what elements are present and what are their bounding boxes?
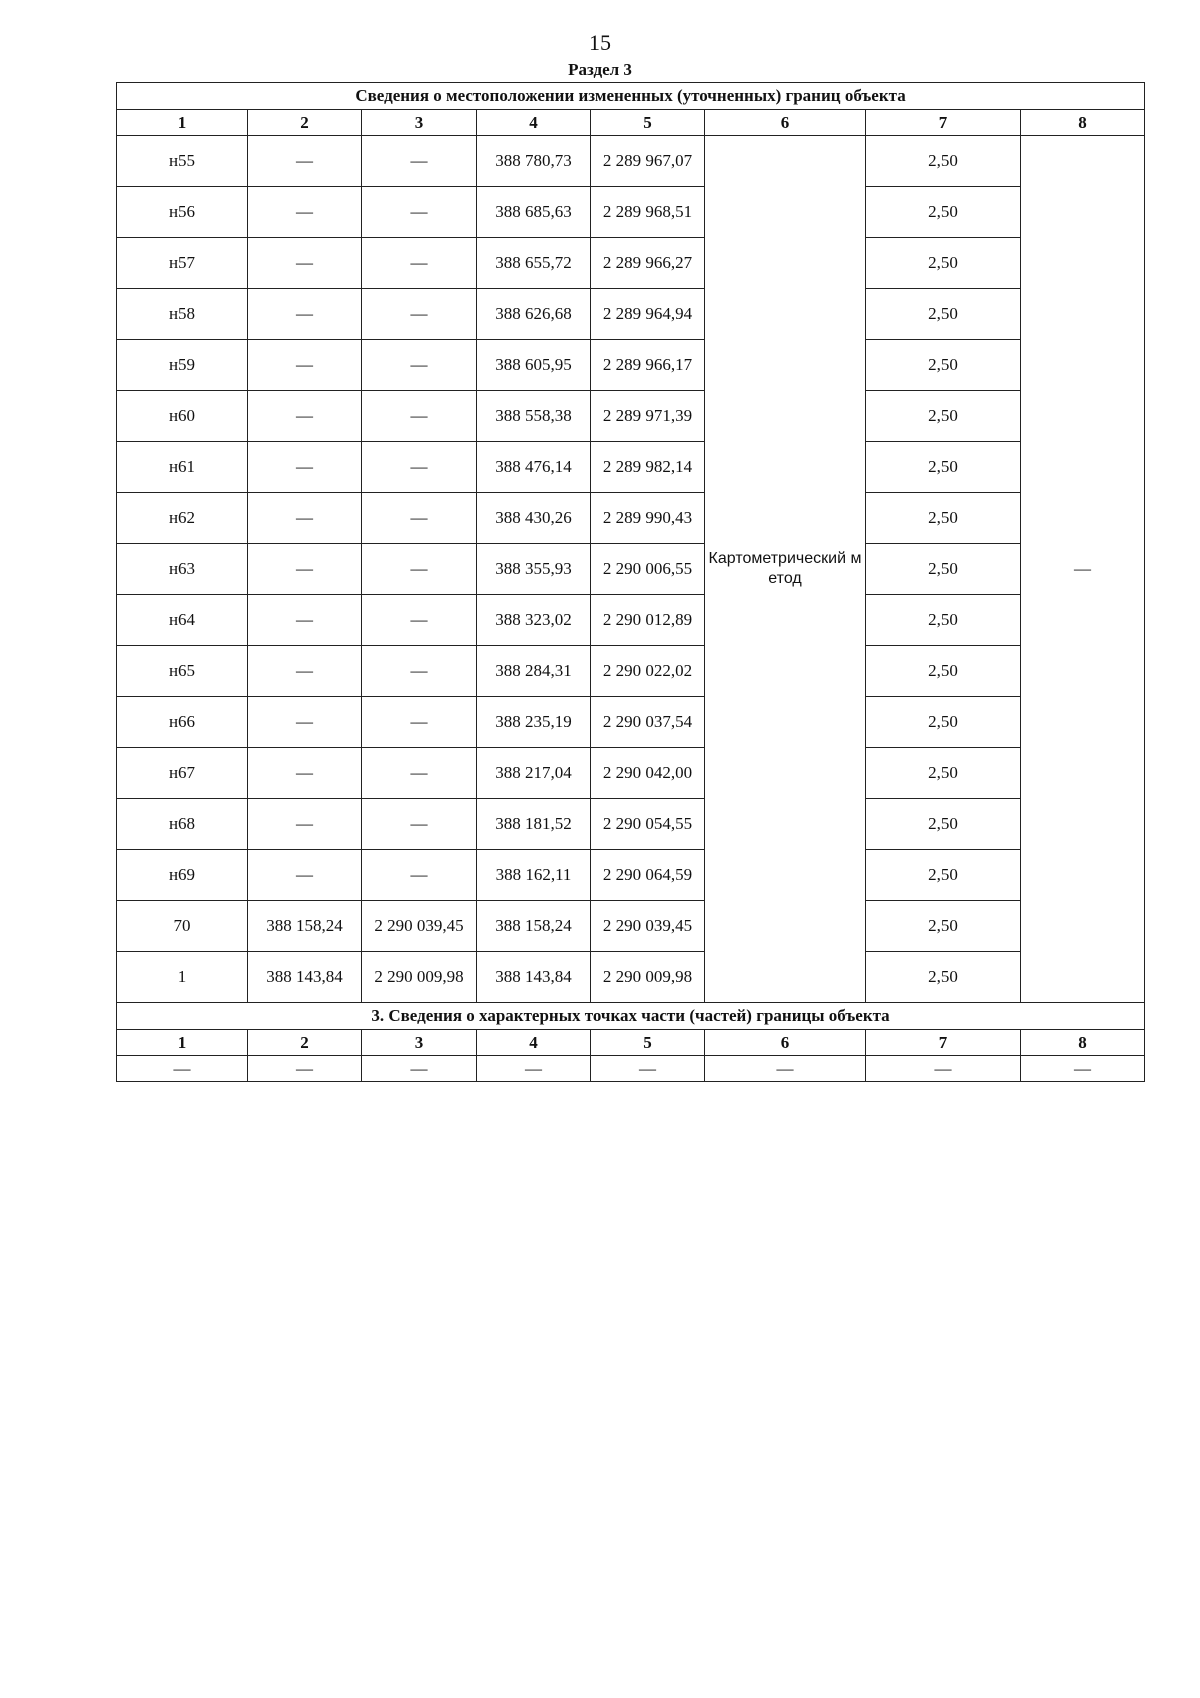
table-row bbox=[117, 952, 1145, 1003]
x-old-cell: — bbox=[248, 340, 362, 391]
empty-cell: — bbox=[248, 1056, 362, 1082]
y-new-cell: 2 290 022,02 bbox=[591, 646, 705, 697]
x-new-cell: 388 430,26 bbox=[477, 493, 591, 544]
table-row bbox=[117, 595, 1145, 646]
x-old-cell: — bbox=[248, 187, 362, 238]
x-new-cell: 388 143,84 bbox=[477, 952, 591, 1003]
table-row bbox=[117, 901, 1145, 952]
x-old-cell: — bbox=[248, 289, 362, 340]
empty-cell: — bbox=[1021, 1056, 1145, 1082]
table-row bbox=[117, 799, 1145, 850]
empty-cell: — bbox=[866, 1056, 1021, 1082]
y-new-cell: 2 289 968,51 bbox=[591, 187, 705, 238]
y-old-cell: — bbox=[362, 340, 477, 391]
y-old-cell: — bbox=[362, 238, 477, 289]
parts-section-header-row bbox=[117, 1030, 1145, 1056]
x-old-cell: — bbox=[248, 391, 362, 442]
column-header: 3 bbox=[362, 1030, 477, 1056]
y-old-cell: — bbox=[362, 289, 477, 340]
accuracy-cell: 2,50 bbox=[866, 442, 1021, 493]
y-old-cell: — bbox=[362, 544, 477, 595]
accuracy-cell: 2,50 bbox=[866, 901, 1021, 952]
table-row bbox=[117, 187, 1145, 238]
y-new-cell: 2 290 039,45 bbox=[591, 901, 705, 952]
empty-cell: — bbox=[362, 1056, 477, 1082]
x-old-cell: — bbox=[248, 595, 362, 646]
accuracy-cell: 2,50 bbox=[866, 391, 1021, 442]
x-old-cell: — bbox=[248, 136, 362, 187]
column-header: 4 bbox=[477, 110, 591, 136]
x-new-cell: 388 558,38 bbox=[477, 391, 591, 442]
point-name-cell: 1 bbox=[117, 952, 248, 1003]
point-name-cell: 70 bbox=[117, 901, 248, 952]
table-row bbox=[117, 442, 1145, 493]
table-row bbox=[117, 238, 1145, 289]
x-new-cell: 388 162,11 bbox=[477, 850, 591, 901]
x-new-cell: 388 685,63 bbox=[477, 187, 591, 238]
y-old-cell: — bbox=[362, 646, 477, 697]
empty-cell: — bbox=[591, 1056, 705, 1082]
y-old-cell: — bbox=[362, 136, 477, 187]
table-row bbox=[117, 850, 1145, 901]
y-old-cell: 2 290 009,98 bbox=[362, 952, 477, 1003]
accuracy-cell: 2,50 bbox=[866, 289, 1021, 340]
column-header: 6 bbox=[705, 1030, 866, 1056]
x-old-cell: 388 158,24 bbox=[248, 901, 362, 952]
table-row bbox=[117, 391, 1145, 442]
table-row bbox=[117, 544, 1145, 595]
y-new-cell: 2 289 966,17 bbox=[591, 340, 705, 391]
table-row bbox=[117, 748, 1145, 799]
y-new-cell: 2 290 012,89 bbox=[591, 595, 705, 646]
point-name-cell: н66 bbox=[117, 697, 248, 748]
y-old-cell: — bbox=[362, 697, 477, 748]
table-title-row bbox=[117, 83, 1145, 110]
y-old-cell: — bbox=[362, 391, 477, 442]
point-name-cell: н63 bbox=[117, 544, 248, 595]
x-old-cell: — bbox=[248, 238, 362, 289]
x-new-cell: 388 780,73 bbox=[477, 136, 591, 187]
point-name-cell: н56 bbox=[117, 187, 248, 238]
x-new-cell: 388 626,68 bbox=[477, 289, 591, 340]
column-header: 4 bbox=[477, 1030, 591, 1056]
accuracy-cell: 2,50 bbox=[866, 493, 1021, 544]
y-new-cell: 2 290 009,98 bbox=[591, 952, 705, 1003]
table-row bbox=[117, 340, 1145, 391]
point-name-cell: н60 bbox=[117, 391, 248, 442]
table-row bbox=[117, 493, 1145, 544]
accuracy-cell: 2,50 bbox=[866, 799, 1021, 850]
column-header: 5 bbox=[591, 1030, 705, 1056]
column-header: 8 bbox=[1021, 110, 1145, 136]
y-old-cell: — bbox=[362, 748, 477, 799]
x-new-cell: 388 476,14 bbox=[477, 442, 591, 493]
point-name-cell: н69 bbox=[117, 850, 248, 901]
y-new-cell: 2 289 982,14 bbox=[591, 442, 705, 493]
parts-section-title: 3. Сведения о характерных точках части (частей) границы объекта bbox=[117, 1003, 1145, 1030]
x-new-cell: 388 181,52 bbox=[477, 799, 591, 850]
y-old-cell: — bbox=[362, 187, 477, 238]
x-new-cell: 388 217,04 bbox=[477, 748, 591, 799]
x-new-cell: 388 158,24 bbox=[477, 901, 591, 952]
table-header-row bbox=[117, 110, 1145, 136]
table-row bbox=[117, 136, 1145, 187]
empty-cell: — bbox=[477, 1056, 591, 1082]
point-name-cell: н58 bbox=[117, 289, 248, 340]
y-new-cell: 2 290 037,54 bbox=[591, 697, 705, 748]
y-old-cell: 2 290 039,45 bbox=[362, 901, 477, 952]
y-new-cell: 2 289 990,43 bbox=[591, 493, 705, 544]
column-header: 7 bbox=[866, 1030, 1021, 1056]
accuracy-cell: 2,50 bbox=[866, 697, 1021, 748]
column-header: 3 bbox=[362, 110, 477, 136]
point-name-cell: н61 bbox=[117, 442, 248, 493]
table-row bbox=[117, 289, 1145, 340]
point-name-cell: н64 bbox=[117, 595, 248, 646]
y-old-cell: — bbox=[362, 850, 477, 901]
accuracy-cell: 2,50 bbox=[866, 595, 1021, 646]
point-name-cell: н67 bbox=[117, 748, 248, 799]
accuracy-cell: 2,50 bbox=[866, 952, 1021, 1003]
table-row bbox=[117, 697, 1145, 748]
y-new-cell: 2 289 967,07 bbox=[591, 136, 705, 187]
accuracy-cell: 2,50 bbox=[866, 187, 1021, 238]
accuracy-cell: 2,50 bbox=[866, 238, 1021, 289]
accuracy-cell: 2,50 bbox=[866, 748, 1021, 799]
empty-cell: — bbox=[117, 1056, 248, 1082]
accuracy-cell: 2,50 bbox=[866, 136, 1021, 187]
column-header: 2 bbox=[248, 1030, 362, 1056]
column-header: 8 bbox=[1021, 1030, 1145, 1056]
x-old-cell: — bbox=[248, 850, 362, 901]
x-new-cell: 388 355,93 bbox=[477, 544, 591, 595]
accuracy-cell: 2,50 bbox=[866, 340, 1021, 391]
x-old-cell: — bbox=[248, 442, 362, 493]
empty-cell: — bbox=[705, 1056, 866, 1082]
x-new-cell: 388 655,72 bbox=[477, 238, 591, 289]
x-old-cell: 388 143,84 bbox=[248, 952, 362, 1003]
accuracy-cell: 2,50 bbox=[866, 646, 1021, 697]
accuracy-cell: 2,50 bbox=[866, 544, 1021, 595]
table-title: Сведения о местоположении измененных (уточненных) границ объекта bbox=[117, 83, 1145, 110]
boundary-table bbox=[116, 82, 1145, 1082]
x-old-cell: — bbox=[248, 748, 362, 799]
column-header: 7 bbox=[866, 110, 1021, 136]
y-old-cell: — bbox=[362, 442, 477, 493]
y-old-cell: — bbox=[362, 595, 477, 646]
x-new-cell: 388 235,19 bbox=[477, 697, 591, 748]
x-new-cell: 388 323,02 bbox=[477, 595, 591, 646]
y-new-cell: 2 290 064,59 bbox=[591, 850, 705, 901]
y-new-cell: 2 290 006,55 bbox=[591, 544, 705, 595]
column-header: 1 bbox=[117, 110, 248, 136]
accuracy-cell: 2,50 bbox=[866, 850, 1021, 901]
y-old-cell: — bbox=[362, 799, 477, 850]
y-new-cell: 2 289 964,94 bbox=[591, 289, 705, 340]
x-old-cell: — bbox=[248, 697, 362, 748]
point-name-cell: н57 bbox=[117, 238, 248, 289]
column-header: 2 bbox=[248, 110, 362, 136]
column-header: 6 bbox=[705, 110, 866, 136]
parts-section-title-row bbox=[117, 1003, 1145, 1030]
section-label: Раздел 3 bbox=[568, 60, 632, 79]
column-header: 1 bbox=[117, 1030, 248, 1056]
description-cell: — bbox=[1021, 136, 1145, 1003]
x-old-cell: — bbox=[248, 544, 362, 595]
x-old-cell: — bbox=[248, 799, 362, 850]
y-old-cell: — bbox=[362, 493, 477, 544]
y-new-cell: 2 289 971,39 bbox=[591, 391, 705, 442]
column-header: 5 bbox=[591, 110, 705, 136]
y-new-cell: 2 290 042,00 bbox=[591, 748, 705, 799]
method-cell: Картометрический метод bbox=[705, 136, 866, 1003]
point-name-cell: н55 bbox=[117, 136, 248, 187]
x-old-cell: — bbox=[248, 493, 362, 544]
page-number: 15 bbox=[589, 30, 611, 55]
point-name-cell: н59 bbox=[117, 340, 248, 391]
point-name-cell: н65 bbox=[117, 646, 248, 697]
x-new-cell: 388 605,95 bbox=[477, 340, 591, 391]
point-name-cell: н62 bbox=[117, 493, 248, 544]
y-new-cell: 2 289 966,27 bbox=[591, 238, 705, 289]
x-old-cell: — bbox=[248, 646, 362, 697]
table-row bbox=[117, 646, 1145, 697]
parts-section-empty-row bbox=[117, 1056, 1145, 1082]
x-new-cell: 388 284,31 bbox=[477, 646, 591, 697]
y-new-cell: 2 290 054,55 bbox=[591, 799, 705, 850]
point-name-cell: н68 bbox=[117, 799, 248, 850]
